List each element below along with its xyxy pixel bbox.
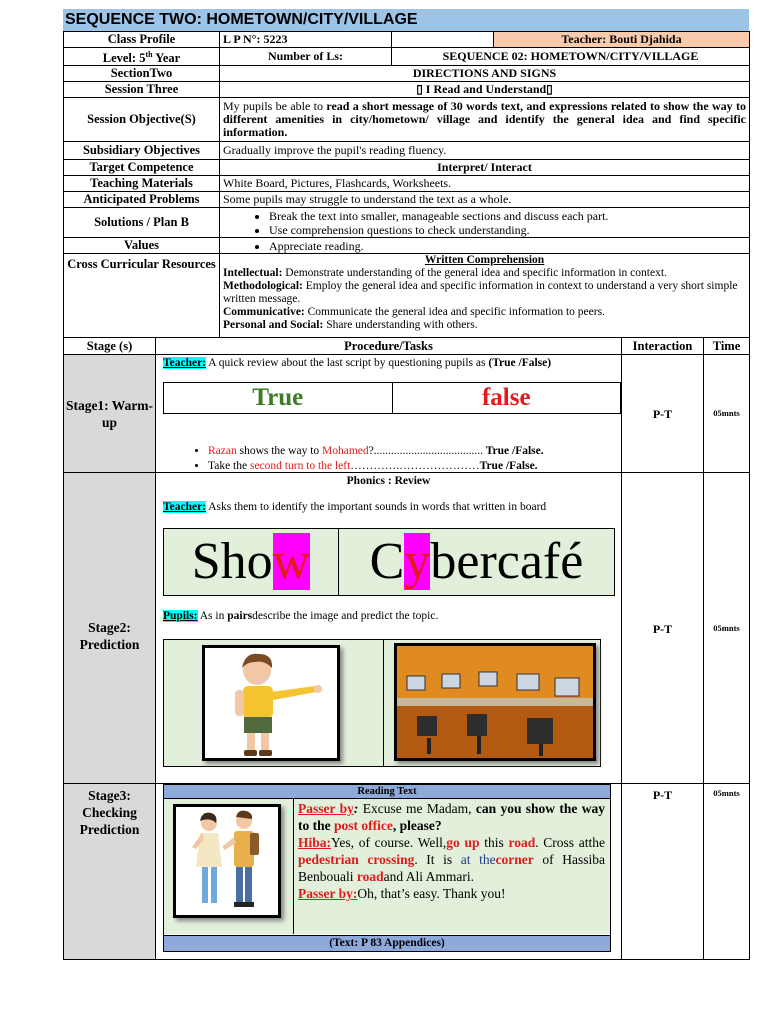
stage2-time-cell <box>704 473 750 784</box>
boy-pointing-icon <box>205 648 337 758</box>
problems-value: Some pupils may struggle to understand the text as a whole. <box>220 192 750 208</box>
class-profile-label: Class Profile <box>64 32 220 48</box>
stage1-time-cell <box>704 355 750 473</box>
stage3-name: Stage3: Checking Prediction <box>79 788 140 837</box>
subsidiary-value: Gradually improve the pupil's reading fluency. <box>220 142 750 160</box>
value-item: • Appreciate reading. <box>269 239 746 253</box>
stage2-time: 05mnts <box>713 623 740 633</box>
computer-room-icon <box>397 646 593 758</box>
false-word: false <box>481 384 531 411</box>
stage2-interaction: P-T <box>652 622 673 636</box>
speaker-passer: Passer by <box>298 801 354 816</box>
teacher-name: Teacher: Bouti Djahida <box>494 32 750 48</box>
communicative-line: Communicative: Communicate the general idea and specific information to peers. <box>223 306 605 319</box>
solution-item: • Break the text into smaller, manageable sections and discuss each part. <box>269 209 746 223</box>
cybercafe-image <box>394 643 596 761</box>
phonics-board <box>163 528 615 596</box>
stage2-procedure <box>156 473 622 784</box>
header-interaction: Interaction <box>622 338 704 355</box>
solution-item: • Use comprehension questions to check understanding. <box>269 223 746 237</box>
stage1-cell <box>64 355 156 473</box>
materials-label: Teaching Materials <box>64 176 220 192</box>
problems-label: Anticipated Problems <box>64 192 220 208</box>
stage3-time-cell <box>704 784 750 960</box>
session-value: ▯ I Read and Understand▯ <box>220 82 750 98</box>
values-value <box>220 238 750 254</box>
stage1-interaction-cell <box>622 355 704 473</box>
teacher-label: Teacher: <box>163 501 207 513</box>
question-2: • Take the second turn to the left………….…………………True /False. <box>208 459 648 474</box>
cross-label: Cross Curricular Resources <box>64 254 220 338</box>
stage3-procedure <box>156 784 622 960</box>
reading-title: Reading Text <box>164 785 610 799</box>
lpn-value: L P N°: 5223 <box>220 32 392 48</box>
solutions-value <box>220 208 750 238</box>
cross-title: Written Comprehension <box>424 254 545 267</box>
true-word: True <box>164 383 393 413</box>
sequence-value: SEQUENCE 02: HOMETOWN/CITY/VILLAGE <box>392 48 750 66</box>
highlight-y: y <box>404 533 431 590</box>
personal-line: Personal and Social: Share understanding with others. <box>223 319 478 332</box>
stage2-teacher-line: Teacher: Asks them to identify the important sounds in words that written in board <box>163 501 547 513</box>
stage2-name: Stage2: Prediction <box>79 620 140 652</box>
stage1-name: Stage1: Warm-up <box>65 398 154 430</box>
number-of-ls: Number of Ls: <box>220 48 392 66</box>
stage1-teacher-line: Teacher: A quick review about the last script by questioning pupils as (True /False) <box>163 357 552 369</box>
header-procedure: Procedure/Tasks <box>156 338 622 355</box>
methodological-line: Methodological: Employ the general idea and specific information in context to understand a very short simple written message. <box>223 280 738 306</box>
subsidiary-label: Subsidiary Objectives <box>64 142 220 160</box>
phonics-title: Phonics : Review <box>346 475 431 487</box>
phonics-word-cybercafe: Cybercafé <box>369 533 584 590</box>
stage1-time: 05mnts <box>713 408 740 418</box>
stage2-interaction-cell <box>622 473 704 784</box>
objective-value: My pupils be able to read a short message of 30 words text, and expressions related to show the way to different amenities in city/hometown/ village and identify the general idea and find specific information. <box>220 98 750 142</box>
objective-label: Session Objective(S) <box>64 98 220 142</box>
lesson-info-table <box>63 31 750 338</box>
stage1-procedure <box>156 355 622 473</box>
question-1: • Razan shows the way to Mohamed?...................................... True /False. <box>208 444 648 459</box>
stage3-time: 05mnts <box>713 788 740 798</box>
stage3-interaction: P-T <box>652 788 673 802</box>
phonics-word-show: Show <box>164 529 339 595</box>
stage3-cell <box>64 784 156 960</box>
stage1-interaction: P-T <box>652 407 673 421</box>
reading-footer: (Text: P 83 Appendices) <box>164 935 610 951</box>
stages-table <box>63 337 750 960</box>
reading-text-box <box>163 784 611 952</box>
stage3-interaction-cell <box>622 784 704 960</box>
two-people-talking-icon <box>176 807 278 915</box>
stage2-cell <box>64 473 156 784</box>
true-false-board <box>163 382 621 414</box>
highlight-w: w <box>272 533 311 590</box>
solutions-label: Solutions / Plan B <box>64 208 220 238</box>
intellectual-line: Intellectual: Demonstrate understanding of the general idea and specific information in context. <box>223 267 667 280</box>
pupils-label: Pupils: <box>163 610 198 622</box>
competence-value: Interpret/ Interact <box>220 160 750 176</box>
pupils-line: Pupils: As in pairsdescribe the image and predict the topic. <box>163 610 439 622</box>
stage1-questions <box>156 444 648 474</box>
section-label: SectionTwo <box>64 66 220 82</box>
prediction-images <box>163 639 601 767</box>
boy-pointing-image <box>202 645 340 761</box>
page-title: SEQUENCE TWO: HOMETOWN/CITY/VILLAGE <box>63 9 749 31</box>
cross-value <box>220 254 750 338</box>
competence-label: Target Competence <box>64 160 220 176</box>
header-time: Time <box>704 338 750 355</box>
dialogue-text: Passer by: Excuse me Madam, can you show the way to the post office, please? Hiba:Yes, of course. Well,go up this road. Cross atthe pedestrian crossing. It is at thecorner of Hassiba Benbouali roadand Ali Ammari. Passer by:Oh, that’s easy. Thank you! <box>294 799 610 934</box>
session-label: Session Three <box>64 82 220 98</box>
materials-value: White Board, Pictures, Flashcards, Worksheets. <box>220 176 750 192</box>
speaker-passer: Passer by: <box>298 886 358 901</box>
header-stage: Stage (s) <box>64 338 156 355</box>
section-value: DIRECTIONS AND SIGNS <box>220 66 750 82</box>
level-label: Level: 5th Year <box>64 48 220 66</box>
values-label: Values <box>64 238 220 254</box>
teacher-label: Teacher: <box>163 357 207 369</box>
speaker-hiba: Hiba: <box>298 835 332 850</box>
dialogue-image <box>173 804 281 918</box>
